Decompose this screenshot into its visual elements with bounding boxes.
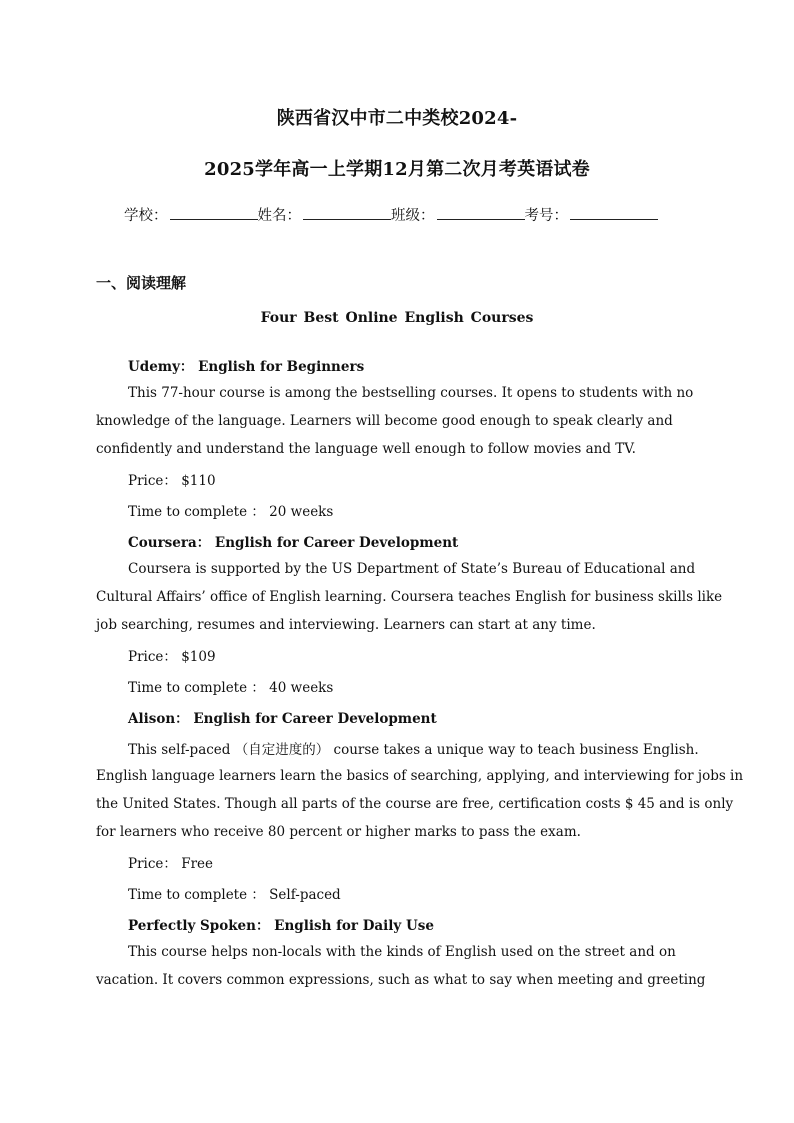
course-price: Price： $110 xyxy=(128,473,216,489)
school-label: 学校： xyxy=(124,208,168,224)
course-desc-line: Coursera is supported by the US Department of State’s Bureau of Educational and xyxy=(128,561,696,577)
course-price: Price： Free xyxy=(128,856,213,872)
course-time: Time to complete ： 20 weeks xyxy=(128,504,334,520)
course-desc-line: vacation. It covers common expressions, such as what to say when meeting and greeting xyxy=(96,972,706,988)
course-heading: Perfectly Spoken： English for Daily Use xyxy=(128,918,434,934)
course-price: Price： $109 xyxy=(128,649,216,665)
school-blank[interactable] xyxy=(170,205,258,220)
course-desc-line: knowledge of the language. Learners will become good enough to speak clearly and xyxy=(96,413,673,429)
course-heading: Coursera： English for Career Development xyxy=(128,535,459,551)
course-heading: Alison： English for Career Development xyxy=(128,711,437,727)
course-desc-line: confidently and understand the language well enough to follow movies and TV. xyxy=(96,441,636,457)
class-field xyxy=(391,204,525,225)
course-time: Time to complete ： 40 weeks xyxy=(128,680,334,696)
course-desc-line: for learners who receive 80 percent or higher marks to pass the exam. xyxy=(96,824,581,840)
student-info-row xyxy=(124,204,658,225)
class-label: 班级： xyxy=(391,208,435,224)
course-heading: Udemy： English for Beginners xyxy=(128,359,365,375)
exam-title-line-1: 陕西省汉中市二中类校2024- xyxy=(276,108,518,129)
course-desc-line: job searching, resumes and interviewing. Learners can start at any time. xyxy=(96,617,596,633)
course-desc-line: the United States. Though all parts of the course are free, certification costs $ 45 and is only xyxy=(96,796,734,812)
course-desc-line: Cultural Affairs’ office of English learning. Coursera teaches English for business skills like xyxy=(96,589,723,605)
section-heading: 一、阅读理解 xyxy=(96,274,187,292)
course-desc-line: English language learners learn the basics of searching, applying, and interviewing for jobs in xyxy=(96,768,744,784)
exam-no-label: 考号： xyxy=(524,208,568,224)
name-label: 姓名： xyxy=(257,208,301,224)
course-time: Time to complete ： Self-paced xyxy=(128,887,341,903)
class-blank[interactable] xyxy=(437,205,525,220)
exam-no-blank[interactable] xyxy=(570,205,658,220)
course-desc-line: This 77-hour course is among the bestselling courses. It opens to students with no xyxy=(128,385,694,401)
name-field xyxy=(258,204,392,225)
passage-title: Four Best Online English Courses xyxy=(260,310,534,326)
course-desc-line: This self-paced （自定进度的） course takes a unique way to teach business English. xyxy=(128,742,699,758)
name-blank[interactable] xyxy=(303,205,391,220)
school-field xyxy=(124,204,258,225)
exam-title-line-2: 2025学年高一上学期12月第二次月考英语试卷 xyxy=(204,159,590,180)
exam-no-field xyxy=(525,204,659,225)
course-desc-line: This course helps non-locals with the kinds of English used on the street and on xyxy=(128,944,676,960)
